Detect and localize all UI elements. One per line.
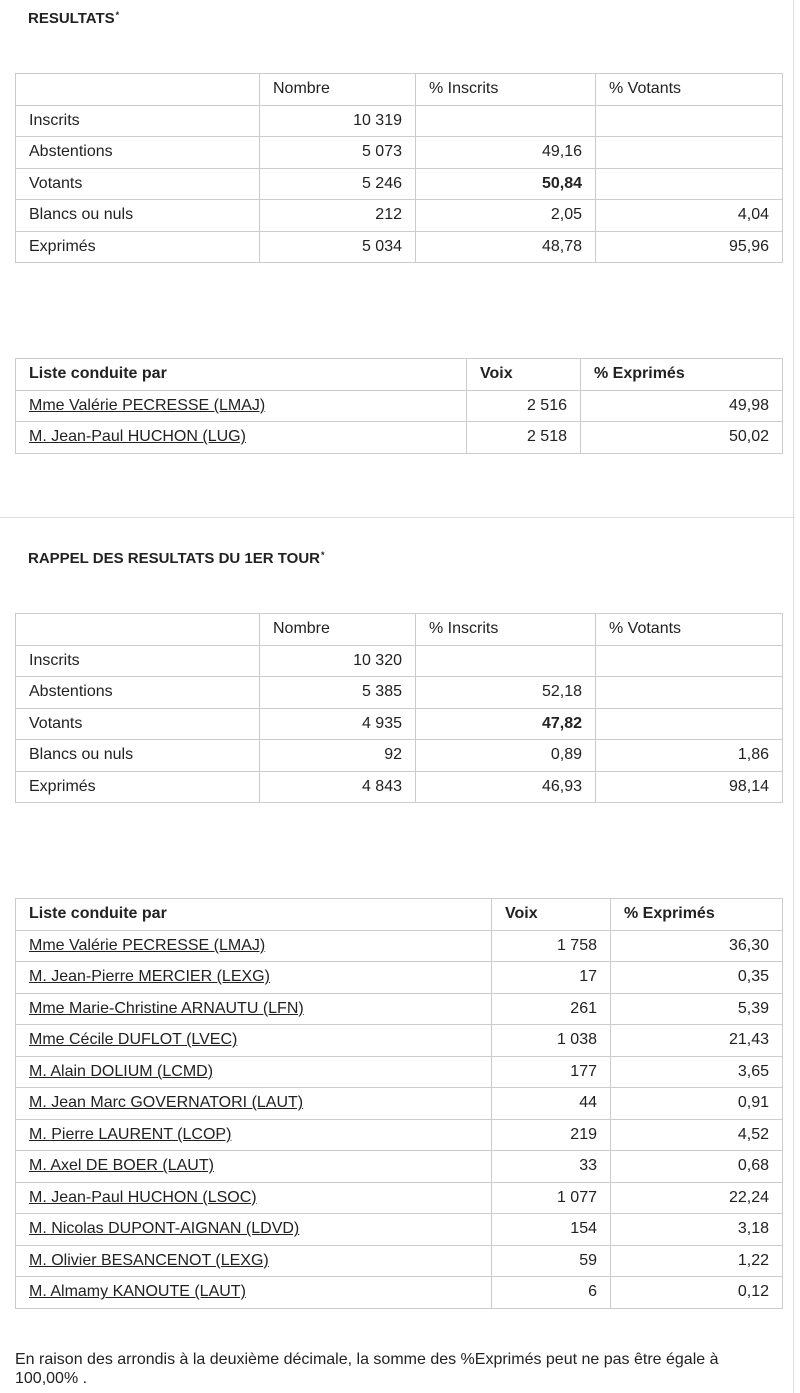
table-row [16,422,783,454]
candidate-cell [16,1056,492,1088]
header-cell: % Exprimés [611,899,783,931]
first-round-lists-table [15,898,783,1309]
candidate-cell [16,390,467,422]
candidate-cell [16,1277,492,1309]
pct-exprimes-cell: 1,22 [611,1245,783,1277]
nombre-cell: 10 319 [260,105,416,137]
pct-exprimes-cell: 0,68 [611,1151,783,1183]
header-cell: Voix [492,899,611,931]
table-row [16,137,783,169]
table-row [16,1214,783,1246]
table-row [16,390,783,422]
pct-inscrits-cell: 46,93 [416,771,596,803]
voix-cell: 1 758 [492,930,611,962]
table-row [16,771,783,803]
candidate-cell [16,1245,492,1277]
pct-exprimes-cell: 36,30 [611,930,783,962]
table-row [16,677,783,709]
row-label: Blancs ou nuls [16,740,260,772]
voix-cell: 1 077 [492,1182,611,1214]
candidate-link[interactable]: Mme Valérie PECRESSE (LMAJ) [29,936,266,954]
table-row [16,1025,783,1057]
candidate-link[interactable]: Mme Valérie PECRESSE (LMAJ) [29,396,266,414]
row-label: Exprimés [16,231,260,263]
pct-inscrits-cell [416,168,596,200]
voix-cell: 1 038 [492,1025,611,1057]
pct-inscrits-cell: 52,18 [416,677,596,709]
pct-inscrits-cell [416,645,596,677]
title-asterisk: * [115,10,120,20]
table-row [16,1182,783,1214]
nombre-cell: 5 385 [260,677,416,709]
voix-cell: 17 [492,962,611,994]
candidate-link[interactable]: M. Jean-Paul HUCHON (LSOC) [29,1188,257,1206]
row-label: Votants [16,168,260,200]
table-row [16,231,783,263]
voix-cell: 177 [492,1056,611,1088]
candidate-cell [16,1151,492,1183]
candidate-cell [16,1214,492,1246]
row-label: Inscrits [16,105,260,137]
header-cell: Voix [467,359,581,391]
pct-votants-cell [596,168,783,200]
row-label: Abstentions [16,137,260,169]
row-label: Votants [16,708,260,740]
pct-exprimes-cell: 50,02 [581,422,783,454]
voix-cell: 6 [492,1277,611,1309]
pct-inscrits-bold-value: 47,82 [541,714,582,732]
header-cell: Liste conduite par [16,359,467,391]
row-label: Blancs ou nuls [16,200,260,232]
voix-cell: 44 [492,1088,611,1120]
table-row [16,1056,783,1088]
nombre-cell: 212 [260,200,416,232]
table-row [16,993,783,1025]
pct-votants-cell [596,708,783,740]
pct-exprimes-cell: 4,52 [611,1119,783,1151]
table-row [16,200,783,232]
nombre-cell: 4 935 [260,708,416,740]
header-cell [16,614,260,646]
candidate-link[interactable]: M. Pierre LAURENT (LCOP) [29,1125,232,1143]
candidate-link[interactable]: M. Alain DOLIUM (LCMD) [29,1062,214,1080]
table-header-row [16,614,783,646]
row-label: Exprimés [16,771,260,803]
voix-cell: 33 [492,1151,611,1183]
pct-votants-cell: 98,14 [596,771,783,803]
right-border-line [793,0,794,1393]
table-row [16,1277,783,1309]
header-cell: % Votants [596,614,783,646]
table-row [16,740,783,772]
table-header-row [16,74,783,106]
candidate-link[interactable]: M. Jean-Paul HUCHON (LUG) [29,428,246,446]
footnote: En raison des arrondis à la deuxième décimale, la somme des %Exprimés peut ne pas être égale à 100,00% . [15,1351,719,1387]
table-header-row [16,899,783,931]
first-round-title: RAPPEL DES RESULTATS DU 1ER TOUR* [28,550,325,567]
pct-inscrits-cell: 48,78 [416,231,596,263]
pct-exprimes-cell: 0,12 [611,1277,783,1309]
nombre-cell: 10 320 [260,645,416,677]
pct-exprimes-cell: 21,43 [611,1025,783,1057]
candidate-cell [16,930,492,962]
pct-inscrits-cell [416,708,596,740]
candidate-cell [16,1025,492,1057]
header-cell: % Inscrits [416,614,596,646]
pct-votants-cell [596,137,783,169]
voix-cell: 59 [492,1245,611,1277]
pct-exprimes-cell: 0,91 [611,1088,783,1120]
pct-inscrits-cell: 2,05 [416,200,596,232]
pct-votants-cell: 1,86 [596,740,783,772]
candidate-link[interactable]: M. Olivier BESANCENOT (LEXG) [29,1251,269,1269]
header-cell: Nombre [260,74,416,106]
pct-exprimes-cell: 5,39 [611,993,783,1025]
table-row [16,105,783,137]
pct-exprimes-cell: 0,35 [611,962,783,994]
header-cell [16,74,260,106]
candidate-cell [16,993,492,1025]
table-row [16,1151,783,1183]
voix-cell: 261 [492,993,611,1025]
header-cell: % Votants [596,74,783,106]
pct-exprimes-cell: 49,98 [581,390,783,422]
table-header-row [16,359,783,391]
voix-cell: 2 518 [467,422,581,454]
nombre-cell: 92 [260,740,416,772]
table-row [16,645,783,677]
candidate-link[interactable]: M. Nicolas DUPONT-AIGNAN (LDVD) [29,1220,300,1238]
voix-cell: 2 516 [467,390,581,422]
first-round-stats-table [15,613,783,803]
results-title: RESULTATS* [28,10,120,27]
table-row [16,1119,783,1151]
section-divider [0,517,795,518]
nombre-cell: 4 843 [260,771,416,803]
pct-inscrits-cell [416,105,596,137]
pct-exprimes-cell: 22,24 [611,1182,783,1214]
candidate-cell [16,1088,492,1120]
pct-votants-cell: 95,96 [596,231,783,263]
nombre-cell: 5 034 [260,231,416,263]
candidate-cell [16,1182,492,1214]
table-row [16,168,783,200]
header-cell: Nombre [260,614,416,646]
voix-cell: 154 [492,1214,611,1246]
pct-inscrits-cell: 49,16 [416,137,596,169]
row-label: Abstentions [16,677,260,709]
table-row [16,1245,783,1277]
pct-votants-cell [596,677,783,709]
voix-cell: 219 [492,1119,611,1151]
title-asterisk: * [320,550,325,560]
table-row [16,708,783,740]
header-cell: % Inscrits [416,74,596,106]
row-label: Inscrits [16,645,260,677]
table-row [16,930,783,962]
pct-votants-cell [596,645,783,677]
candidate-link[interactable]: Mme Cécile DUFLOT (LVEC) [29,1031,238,1049]
candidate-link[interactable]: Mme Marie-Christine ARNAUTU (LFN) [29,999,304,1017]
pct-inscrits-bold-value: 50,84 [541,174,582,192]
candidate-cell [16,1119,492,1151]
pct-inscrits-cell: 0,89 [416,740,596,772]
nombre-cell: 5 246 [260,168,416,200]
header-cell: Liste conduite par [16,899,492,931]
candidate-link[interactable]: M. Axel DE BOER (LAUT) [29,1157,214,1175]
pct-votants-cell [596,105,783,137]
header-cell: % Exprimés [581,359,783,391]
candidate-cell [16,422,467,454]
results-lists-table [15,358,783,454]
pct-exprimes-cell: 3,18 [611,1214,783,1246]
nombre-cell: 5 073 [260,137,416,169]
candidate-cell [16,962,492,994]
table-row [16,962,783,994]
candidate-link[interactable]: M. Jean-Pierre MERCIER (LEXG) [29,968,270,986]
table-row [16,1088,783,1120]
pct-exprimes-cell: 3,65 [611,1056,783,1088]
pct-votants-cell: 4,04 [596,200,783,232]
candidate-link[interactable]: M. Almamy KANOUTE (LAUT) [29,1283,246,1301]
candidate-link[interactable]: M. Jean Marc GOVERNATORI (LAUT) [29,1094,304,1112]
results-stats-table [15,73,783,263]
